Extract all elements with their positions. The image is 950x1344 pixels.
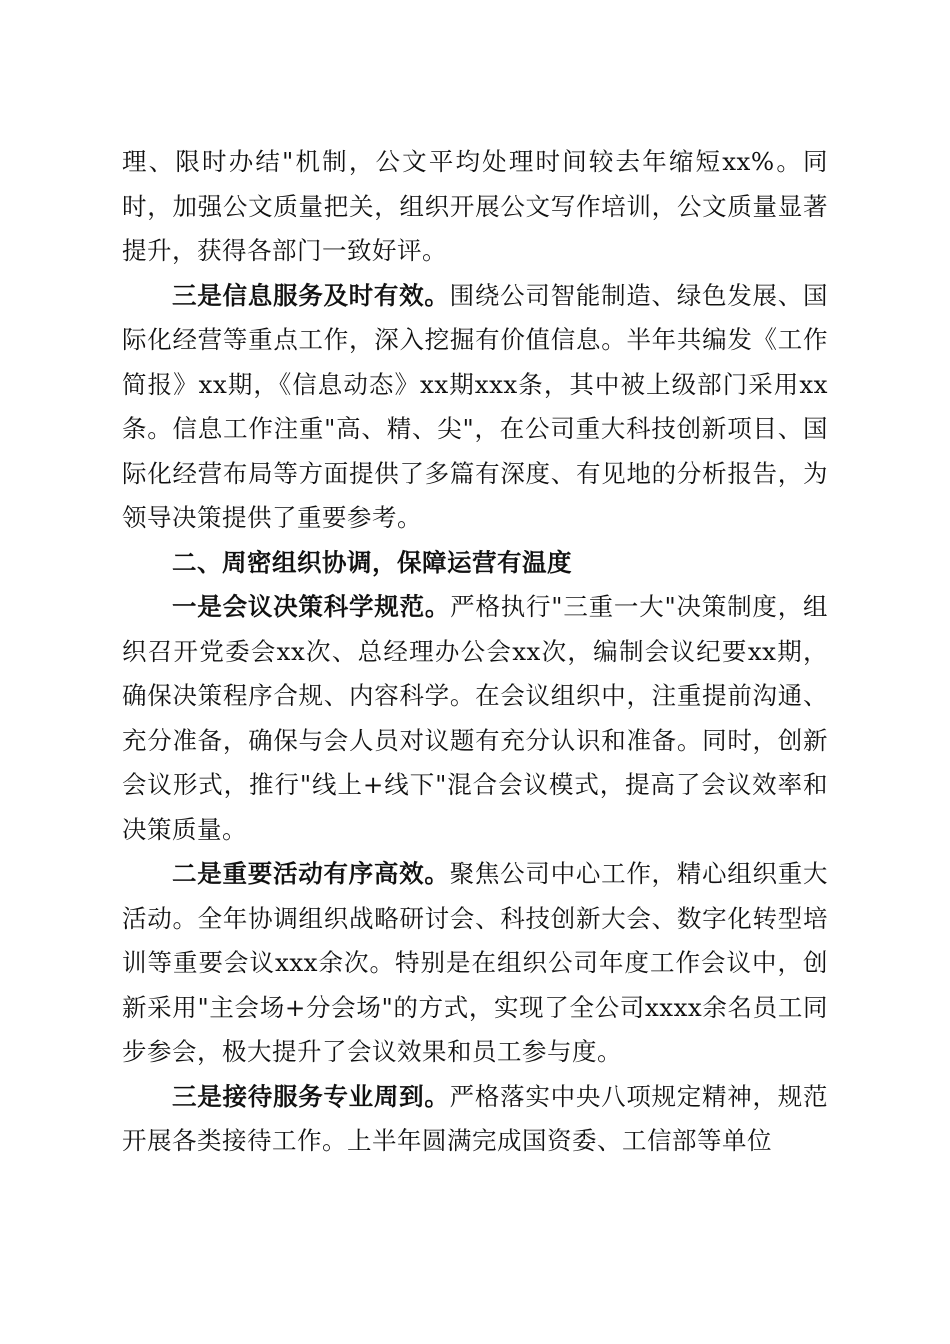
paragraph-important-activities — [122, 852, 828, 1075]
paragraph-lead: 二是重要活动有序高效。 — [172, 859, 450, 888]
paragraph-text: 严格执行"三重一大"决策制度，组织召开党委会xx次、总经理办公会xx次，编制会议纪要xx期，确保决策程序合规、内容科学。在会议组织中，注重提前沟通、充分准备，确保与会人员对议题有充分认识和准备。同时，创新会议形式，推行"线上+线下"混合会议模式，提高了会议效率和决策质量。 — [122, 592, 828, 844]
section-heading: 二、周密组织协调，保障运营有温度 — [172, 547, 572, 577]
paragraph-reception-service — [122, 1075, 828, 1164]
paragraph-meeting-decisions — [122, 585, 828, 852]
paragraph-information-service — [122, 274, 828, 541]
paragraph-lead: 三是接待服务专业周到。 — [172, 1081, 450, 1111]
paragraph-text: 聚焦公司中心工作，精心组织重大活动。全年协调组织战略研讨会、科技创新大会、数字化转型培训等重要会议xxx余次。特别是在组织公司年度工作会议中，创新采用"主会场+分会场"的方式，实现了全公司xxxx余名员工同步参会，极大提升了会议效果和员工参与度。 — [122, 859, 828, 1066]
paragraph-lead: 三是信息服务及时有效。 — [172, 280, 450, 310]
document-body — [122, 140, 828, 1164]
paragraph-public-document-processing — [122, 140, 828, 274]
paragraph-lead: 一是会议决策科学规范。 — [172, 592, 451, 621]
paragraph-text: 围绕公司智能制造、绿色发展、国际化经营等重点工作，深入挖掘有价值信息。半年共编发《工作简报》xx期，《信息动态》xx期xxx条，其中被上级部门采用xx条。信息工作注重"高、精、尖"，在公司重大科技创新项目、国际化经营布局等方面提供了多篇有深度、有见地的分析报告，为领导决策提供了重要参考。 — [122, 280, 828, 532]
paragraph-text: 严格落实中央八项规定精神，规范开展各类接待工作。上半年圆满完成国资委、工信部等单位 — [122, 1081, 828, 1155]
paragraph-text: 理、限时办结"机制，公文平均处理时间较去年缩短xx%。同时，加强公文质量把关，组织开展公文写作培训，公文质量显著提升，获得各部门一致好评。 — [122, 147, 828, 265]
